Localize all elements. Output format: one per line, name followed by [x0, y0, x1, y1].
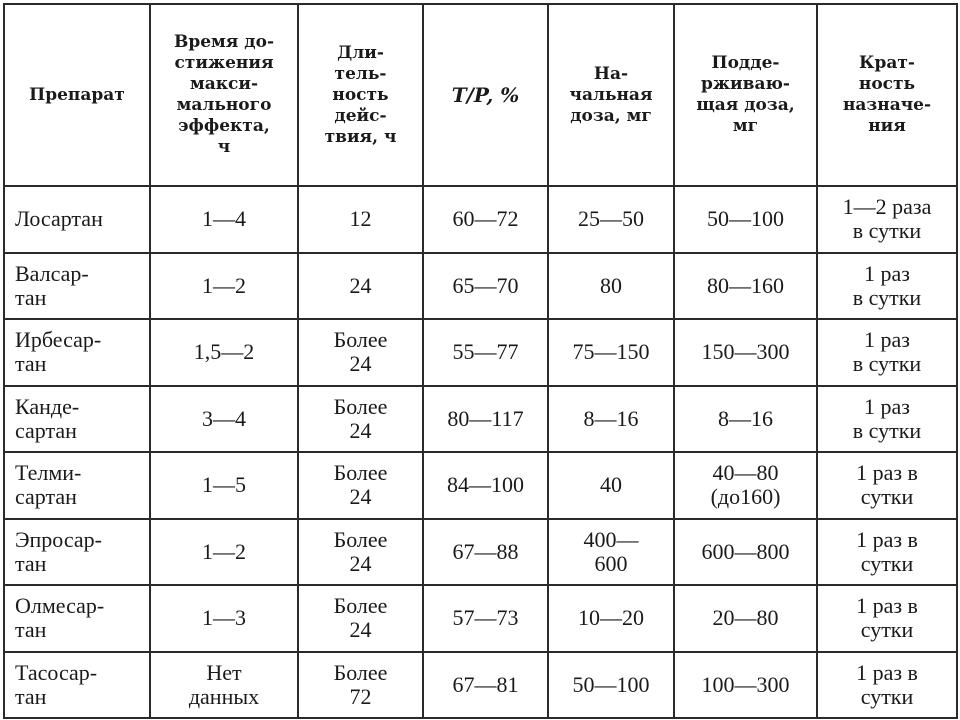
initial-dose-cell: 40 [548, 452, 674, 519]
drug-name-cell: Тасосар- тан [4, 652, 150, 719]
frequency-cell: 1 раз в сутки [817, 519, 957, 586]
maintenance-dose-cell: 100—300 [674, 652, 817, 719]
tp-ratio-cell: 84—100 [423, 452, 548, 519]
frequency-cell: 1—2 раза в сутки [817, 186, 957, 253]
tp-ratio-cell: 60—72 [423, 186, 548, 253]
time-to-max-cell: 1—4 [150, 186, 298, 253]
table-row [4, 452, 957, 519]
tp-ratio-cell: 67—81 [423, 652, 548, 719]
maintenance-dose-cell: 50—100 [674, 186, 817, 253]
drug-name-cell: Ирбесар- тан [4, 319, 150, 386]
duration-cell: 24 [298, 253, 423, 320]
frequency-cell: 1 раз в сутки [817, 386, 957, 453]
header-time-to-max-effect: Время до- стижения макси- мального эффекта, ч [150, 4, 298, 186]
maintenance-dose-cell: 600—800 [674, 519, 817, 586]
header-frequency: Крат- ность назначе- ния [817, 4, 957, 186]
time-to-max-cell: 1—3 [150, 585, 298, 652]
tp-ratio-cell: 57—73 [423, 585, 548, 652]
drug-name-cell: Лосартан [4, 186, 150, 253]
duration-cell: Более 24 [298, 585, 423, 652]
time-to-max-cell: 1—2 [150, 519, 298, 586]
time-to-max-cell: 1—2 [150, 253, 298, 320]
initial-dose-cell: 75—150 [548, 319, 674, 386]
time-to-max-cell: 1—5 [150, 452, 298, 519]
table-row [4, 186, 957, 253]
frequency-cell: 1 раз в сутки [817, 319, 957, 386]
header-initial-dose: На- чальная доза, мг [548, 4, 674, 186]
table-row [4, 585, 957, 652]
table-row [4, 652, 957, 719]
initial-dose-cell: 80 [548, 253, 674, 320]
drug-comparison-table [3, 3, 958, 719]
header-drug: Препарат [4, 4, 150, 186]
initial-dose-cell: 8—16 [548, 386, 674, 453]
initial-dose-cell: 10—20 [548, 585, 674, 652]
table-row [4, 253, 957, 320]
duration-cell: Более 24 [298, 452, 423, 519]
duration-cell: Более 24 [298, 386, 423, 453]
time-to-max-cell: 1,5—2 [150, 319, 298, 386]
drug-name-cell: Валсар- тан [4, 253, 150, 320]
drug-name-cell: Канде- сартан [4, 386, 150, 453]
frequency-cell: 1 раз в сутки [817, 452, 957, 519]
maintenance-dose-cell: 80—160 [674, 253, 817, 320]
tp-ratio-cell: 80—117 [423, 386, 548, 453]
tp-ratio-cell: 65—70 [423, 253, 548, 320]
initial-dose-cell: 400— 600 [548, 519, 674, 586]
maintenance-dose-cell: 150—300 [674, 319, 817, 386]
table-row [4, 386, 957, 453]
drug-name-cell: Телми- сартан [4, 452, 150, 519]
drug-name-cell: Олмесар- тан [4, 585, 150, 652]
frequency-cell: 1 раз в сутки [817, 585, 957, 652]
maintenance-dose-cell: 40—80 (до160) [674, 452, 817, 519]
header-maintenance-dose: Подде- рживаю- щая доза, мг [674, 4, 817, 186]
time-to-max-cell: Нет данных [150, 652, 298, 719]
duration-cell: Более 24 [298, 519, 423, 586]
header-tp-ratio: T/P, % [423, 4, 548, 186]
drug-name-cell: Эпросар- тан [4, 519, 150, 586]
duration-cell: 12 [298, 186, 423, 253]
time-to-max-cell: 3—4 [150, 386, 298, 453]
table-row [4, 319, 957, 386]
table-row [4, 519, 957, 586]
header-duration: Дли- тель- ность дейс- твия, ч [298, 4, 423, 186]
maintenance-dose-cell: 20—80 [674, 585, 817, 652]
header-row [4, 4, 957, 186]
duration-cell: Более 24 [298, 319, 423, 386]
initial-dose-cell: 25—50 [548, 186, 674, 253]
tp-ratio-cell: 55—77 [423, 319, 548, 386]
frequency-cell: 1 раз в сутки [817, 253, 957, 320]
initial-dose-cell: 50—100 [548, 652, 674, 719]
duration-cell: Более 72 [298, 652, 423, 719]
maintenance-dose-cell: 8—16 [674, 386, 817, 453]
tp-ratio-cell: 67—88 [423, 519, 548, 586]
frequency-cell: 1 раз в сутки [817, 652, 957, 719]
